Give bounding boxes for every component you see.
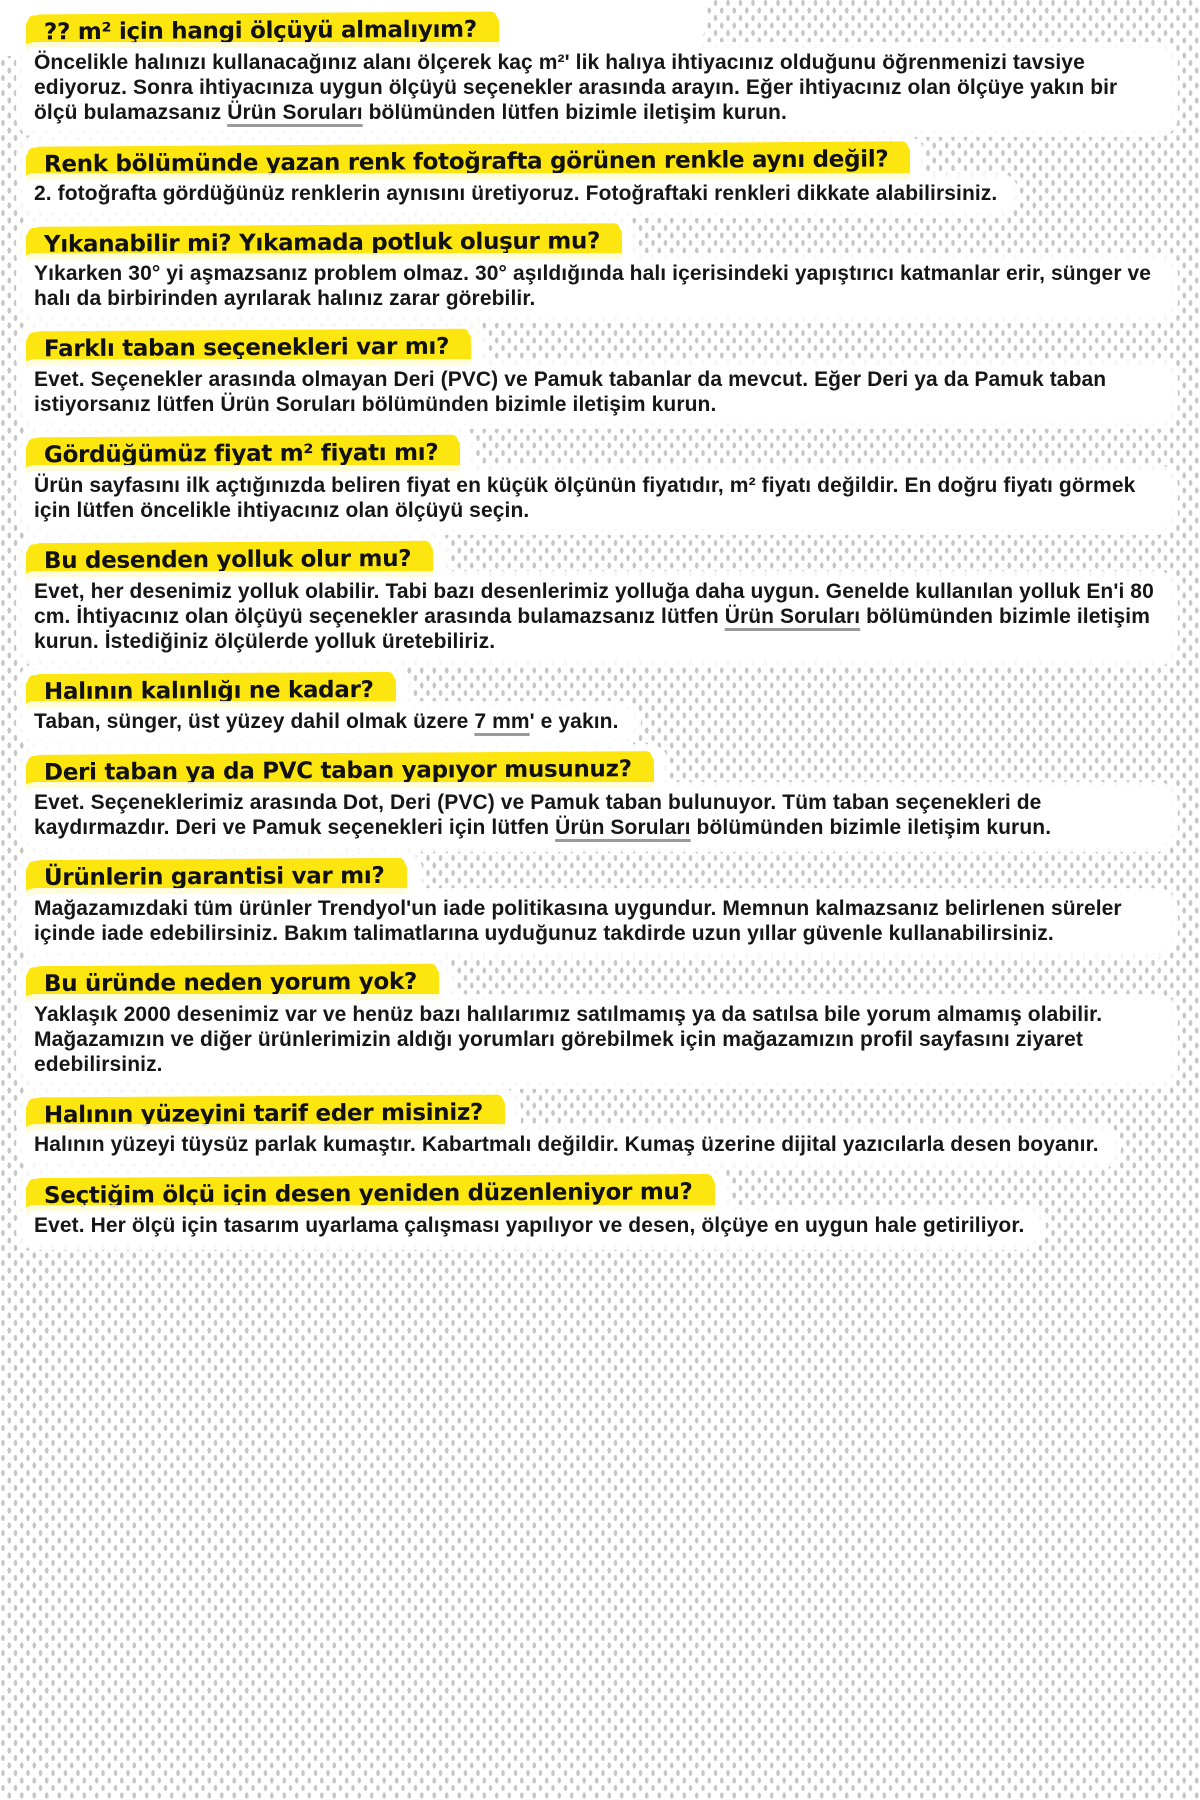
faq-item <box>22 327 1172 423</box>
answer-run: Evet. Her ölçü için tasarım uyarlama çalışması yapılıyor ve desen, ölçüye en uygun hale getiriliyor. <box>34 1214 1025 1237</box>
question-highlight <box>30 965 435 1005</box>
faq-item <box>22 433 1172 529</box>
faq-item <box>22 1093 1172 1164</box>
answer-run: ' e yakın. <box>529 710 619 734</box>
answer-run: Halının yüzeyi tüysüz parlak kumaştır. Kabartmalı değildir. Kumaş üzerine dijital yazıcılarla desen boyanır. <box>34 1133 1099 1157</box>
answer-text <box>22 1130 1115 1163</box>
underlined-text: 7 mm <box>474 710 530 734</box>
faq-item <box>22 10 1172 131</box>
answer-run: Ürün sayfasını ilk açtığınızda beliren fiyat en küçük ölçünün fiyatıdır, m² fiyatı değildir. En doğru fiyatı görmek için lütfen öncelikle ihtiyacınız olan ölçüyü seçin. <box>34 473 1136 522</box>
answer-text <box>22 1000 1172 1083</box>
question-highlight <box>30 542 430 582</box>
faq-item <box>22 1173 1172 1244</box>
underlined-text: Ürün Soruları <box>227 100 363 124</box>
answer-run: bölümünden lütfen bizimle iletişim kurun. <box>362 100 787 124</box>
question-text: Ürünlerin garantisi var mı? <box>43 862 385 892</box>
question-text: Bu desenden yolluk olur mu? <box>43 545 412 574</box>
question-highlight <box>30 436 457 476</box>
answer-run: bölümünden bizimle iletişim kurun. İstediğiniz ölçülerde yolluk üretebiliriz. <box>34 604 1151 653</box>
answer-text <box>22 471 1172 529</box>
faq-item <box>22 670 1172 741</box>
underlined-text: Ürün Soruları <box>555 816 691 839</box>
answer-text <box>22 179 1013 212</box>
answer-run: Taban, sünger, üst yüzey dahil olmak üzere <box>34 710 475 734</box>
answer-run: Evet. Seçenekler arasında olmayan Deri (PVC) ve Pamuk tabanlar da mevcut. Eğer Deri ya da Pamuk taban istiyorsanız lütfen Ürün Soruları bölümünden bizimle iletişim kurun. <box>34 368 1107 416</box>
question-text: Halının kalınlığı ne kadar? <box>43 676 374 705</box>
faq-item <box>22 539 1172 660</box>
answer-run: 2. fotoğrafta gördüğünüz renklerin aynısını üretiyoruz. Fotoğraftaki renkleri dikkate alabilirsiniz. <box>34 181 998 205</box>
question-text: Bu üründe neden yorum yok? <box>43 968 418 997</box>
faq-section <box>22 10 1172 1254</box>
answer-text <box>22 577 1172 660</box>
answer-text <box>22 707 635 740</box>
faq-item <box>22 141 1172 212</box>
question-text: ?? m² için hangi ölçüyü almalıyım? <box>43 16 477 46</box>
answer-text <box>22 894 1172 952</box>
question-text: Farklı taban seçenekleri var mı? <box>43 334 450 363</box>
answer-run: Mağazamızdaki tüm ürünler Trendyol'un iade politikasına uygundur. Memnun kalmazsanız belirlenen süreler içinde iade edebilirsiniz. Bakım talimatlarına uyduğunuz takdirde uzun yıllar güvenle kullanabilirsiniz. <box>34 896 1122 945</box>
answer-run: bölümünden bizimle iletişim kurun. <box>690 816 1052 839</box>
answer-run: Yaklaşık 2000 desenimiz var ve henüz bazı halılarımız satılmamış ya da satılsa bile yorum almamış olabilir. Mağazamızın ve diğer ürünlerimizin aldığı yorumları görebilmek için mağazamızın profil sayfasını ziyaret edebilirsiniz. <box>34 1002 1103 1076</box>
question-text: Deri taban ya da PVC taban yapıyor musunuz? <box>43 756 632 787</box>
answer-run: Öncelikle halınızı kullanacağınız alanı ölçerek kaç m²' lik halıya ihtiyacınız olduğunu öğrenmenizi tavsiye ediyoruz. Sonra ihtiyacınıza uygun ölçüyü seçenekler arasında arayın. Eğer ihtiyacınız olan ölçüye yakın bir ölçü bulamazsanız <box>34 50 1118 124</box>
question-text: Yıkanabilir mi? Yıkamada potluk oluşur mu? <box>43 227 601 258</box>
answer-text <box>22 365 1172 423</box>
faq-item <box>22 750 1172 846</box>
faq-item <box>22 222 1172 318</box>
answer-text <box>22 48 1172 131</box>
question-highlight <box>30 859 403 899</box>
answer-text <box>22 1211 1040 1244</box>
faq-item <box>22 962 1172 1083</box>
answer-text <box>22 259 1172 317</box>
question-text: Gördüğümüz fiyat m² fiyatı mı? <box>43 439 439 469</box>
answer-run: Evet. Seçeneklerimiz arasında Dot, Deri (PVC) ve Pamuk taban bulunuyor. Tüm taban seçenekleri de kaydırmazdır. Deri ve Pamuk seçenekleri için lütfen <box>34 791 1042 839</box>
question-text: Seçtiğim ölçü için desen yeniden düzenleniyor mu? <box>43 1179 693 1210</box>
question-text: Halının yüzeyini tarif eder misiniz? <box>43 1099 484 1128</box>
answer-run: Evet, her desenimiz yolluk olabilir. Tabi bazı desenlerimiz yolluğa daha uygun. Genelde kullanılan yolluk En'i 80 cm. İhtiyacınız olan ölçüyü seçenekler arasında bulamazsanız lütfen <box>34 579 1154 628</box>
answer-text <box>22 788 1172 846</box>
question-text: Renk bölümünde yazan renk fotoğrafta görünen renkle aynı değil? <box>43 146 889 178</box>
answer-run: Yıkarken 30° yi aşmazsanız problem olmaz. 30° aşıldığında halı içerisindeki yapıştırıcı katmanlar erir, sünger ve halı da birbirinden ayrılarak halınız zarar görebilir. <box>34 262 1152 311</box>
underlined-text: Ürün Soruları <box>724 604 861 628</box>
faq-item <box>22 856 1172 952</box>
